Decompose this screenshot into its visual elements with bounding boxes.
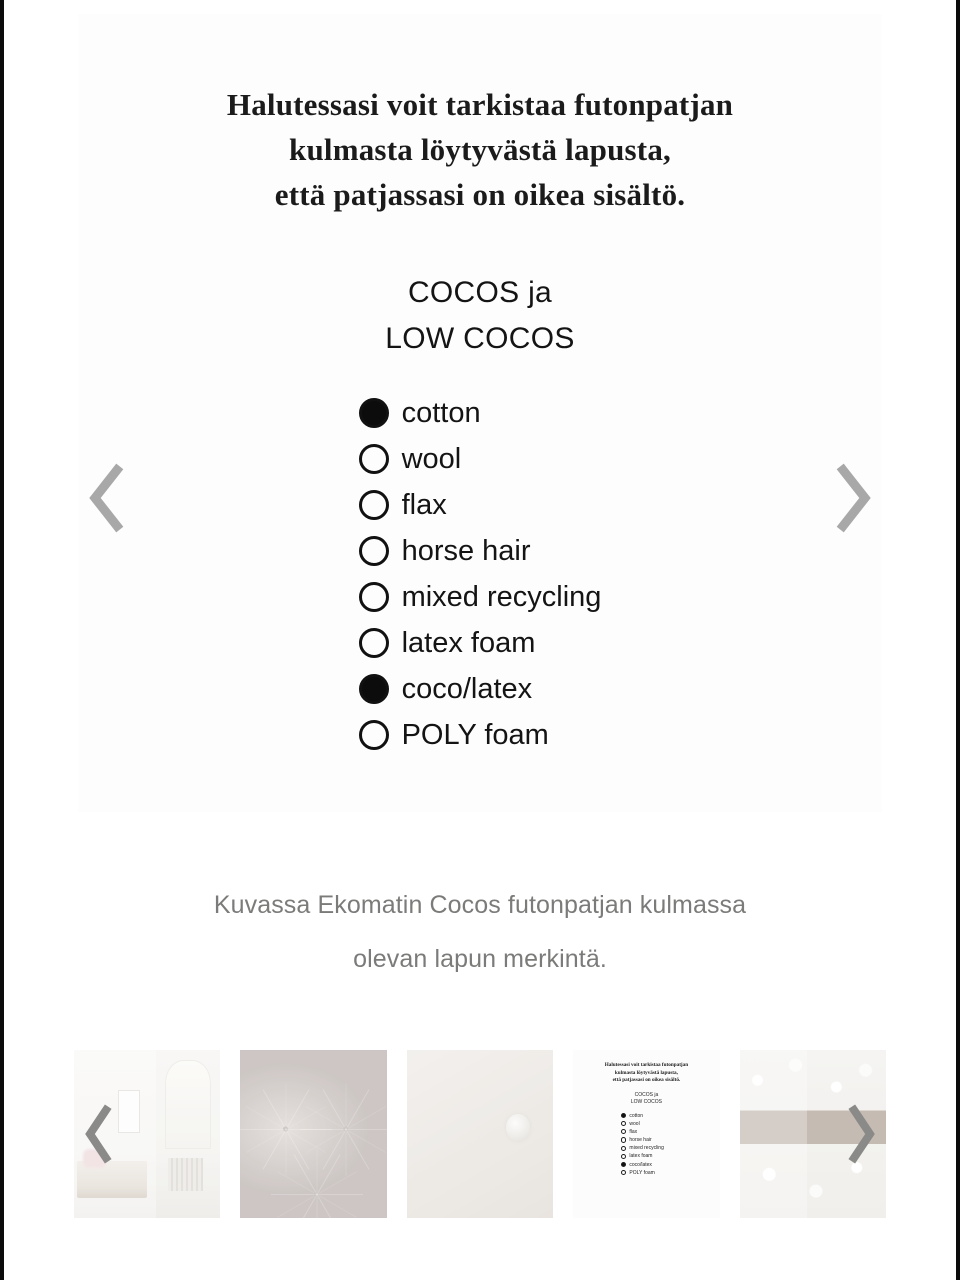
list-item [359,534,531,568]
thumb2-crease [285,1129,286,1175]
left-edge-bar [0,0,4,1280]
material-label: coco/latex [401,673,533,705]
page-title [78,82,882,217]
list-item [621,1121,711,1127]
gallery-prev-button[interactable] [84,462,130,534]
thumb2-crease [286,1129,332,1130]
gallery-next-button[interactable] [830,462,876,534]
list-item [359,626,536,660]
thumbnail-3[interactable] [407,1050,553,1218]
checkbox-empty-icon [621,1170,626,1175]
material-label: POLY foam [401,719,549,751]
list-item [359,672,533,706]
thumbnail-5[interactable] [740,1050,886,1218]
checkbox-empty-icon [359,536,389,566]
thumbnail-prev-button[interactable] [78,1103,118,1165]
thumb2-crease [345,1089,369,1129]
mattress-content-label [78,14,882,812]
list-item [621,1170,711,1176]
checkbox-empty-icon [359,444,389,474]
list-item [359,442,462,476]
list-item [359,396,481,430]
checkbox-empty-icon [359,720,389,750]
checkbox-empty-icon [621,1137,626,1142]
thumb1-picture-frame [118,1090,140,1132]
thumb4-heading-line-3: että patjassasi on oikea sisältö. [612,1077,681,1083]
list-item [359,488,447,522]
thumb1-window [165,1060,211,1149]
list-item [621,1137,711,1143]
thumb2-crease [240,1129,285,1130]
gallery-thumbnail-strip [74,1050,886,1218]
thumb2-crease [345,1129,346,1175]
checkbox-empty-icon [621,1129,626,1134]
chevron-right-icon [842,1103,882,1165]
material-label: POLY foam [629,1169,655,1176]
material-label: cotton [629,1112,644,1119]
thumb3-overlay [407,1050,553,1218]
material-label: wool [629,1120,640,1127]
thumb4-material-checklist [581,1113,711,1176]
thumb4-subtitle-line-2: LOW COCOS [630,1099,662,1105]
chevron-left-icon [78,1103,118,1165]
list-item [621,1153,711,1159]
thumb2-crease [271,1194,317,1195]
material-label: mixed recycling [629,1145,664,1152]
chevron-left-icon [84,462,130,534]
product-variant-line-1: COCOS ja [407,276,553,309]
image-caption-line-2: olevan lapun merkintä. [353,945,607,973]
image-caption-line-1: Kuvassa Ekomatin Cocos futonpatjan kulmassa [213,891,747,919]
thumb2-crease [285,1089,309,1129]
page-title-line-3: että patjassasi on oikea sisältö. [274,177,686,212]
material-label: mixed recycling [401,581,602,613]
thumb4-label-preview [573,1050,719,1218]
product-variant-line-2: LOW COCOS [385,322,575,355]
material-label: cotton [401,397,481,429]
thumb2-crease [246,1129,286,1153]
material-label: flax [401,489,447,521]
thumb2-crease [317,1194,363,1195]
thumb2-crease [345,1083,346,1129]
checkbox-empty-icon [359,490,389,520]
checkbox-empty-icon [621,1121,626,1126]
thumb1-radiator [168,1158,203,1192]
checkbox-empty-icon [359,582,389,612]
list-item [621,1162,711,1168]
thumb3-tuft-button [506,1114,529,1141]
material-label: wool [401,443,462,475]
checkbox-filled-icon [359,398,389,428]
thumb4-heading-line-2: kulmasta löytyvästä lapusta, [614,1069,678,1076]
thumb2-crease [316,1149,317,1195]
thumb2-crease [316,1195,317,1218]
thumb2-crease [346,1129,387,1130]
product-variant-title [78,270,882,362]
chevron-right-icon [830,462,876,534]
list-item [359,580,602,614]
material-label: flax [629,1128,638,1135]
material-label: latex foam [401,627,536,659]
checkbox-filled-icon [359,674,389,704]
list-item [359,718,549,752]
thumb4-heading-line-1: Halutessasi voit tarkistaa futonpatjan [604,1062,689,1068]
image-caption [78,878,882,986]
thumb4-heading [581,1062,711,1085]
thumb4-subtitle-line-1: COCOS ja [634,1091,659,1098]
page-title-line-1: Halutessasi voit tarkistaa futonpatjan [226,87,734,122]
checkbox-empty-icon [621,1146,626,1151]
thumb2-crease [306,1129,346,1153]
material-label: horse hair [401,535,531,567]
checkbox-empty-icon [359,628,389,658]
material-label: horse hair [629,1137,652,1144]
thumb4-subtitle [581,1092,711,1107]
thumbnail-4[interactable] [573,1050,719,1218]
thumb2-crease [285,1083,286,1129]
right-edge-bar [956,0,960,1280]
page-title-line-2: kulmasta löytyvästä lapusta, [289,132,671,167]
gallery-main-stage[interactable] [78,14,882,812]
material-label: coco/latex [629,1161,652,1168]
material-checklist [78,396,882,752]
list-item [621,1113,711,1119]
list-item [621,1145,711,1151]
thumbnail-next-button[interactable] [842,1103,882,1165]
thumbnail-2[interactable] [240,1050,386,1218]
checkbox-filled-icon [621,1162,626,1167]
list-item [621,1129,711,1135]
material-label: latex foam [629,1153,653,1160]
checkbox-filled-icon [621,1113,626,1118]
thumbnail-1[interactable] [74,1050,220,1218]
checkbox-empty-icon [621,1154,626,1159]
